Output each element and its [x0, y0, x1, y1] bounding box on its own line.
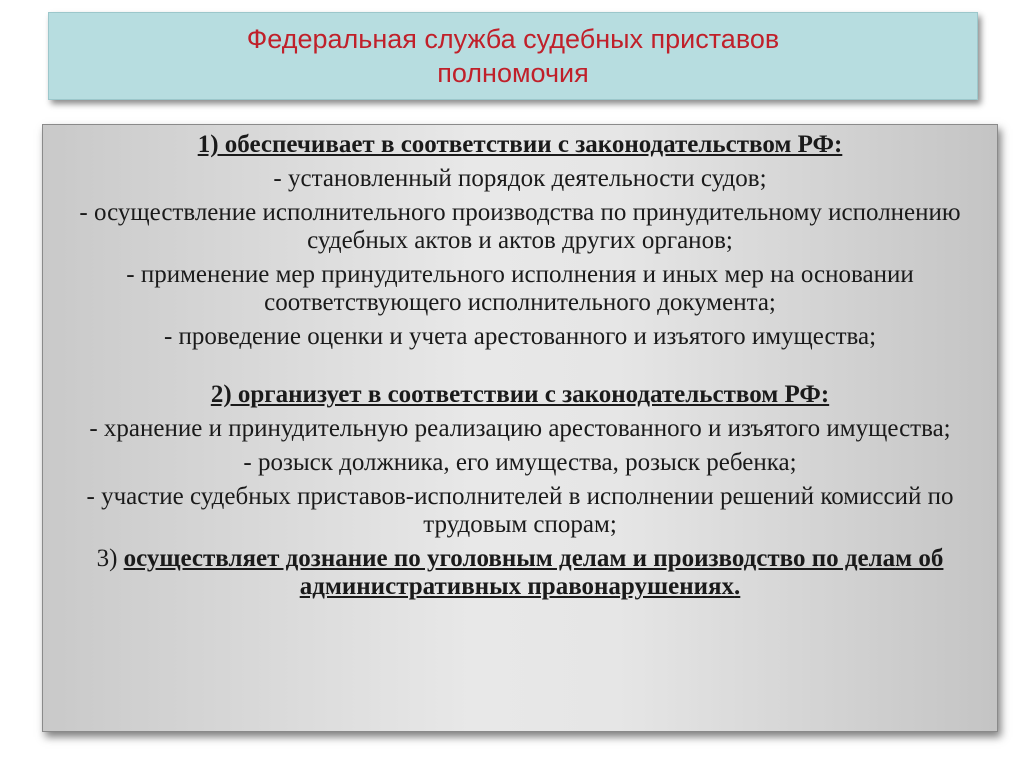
section-1-item-1: - установленный порядок деятельности судов; — [273, 165, 767, 192]
section-3-prefix: 3) — [96, 545, 124, 572]
title-banner — [48, 12, 978, 100]
title-line-2: полномочия — [437, 58, 589, 88]
section-2-heading: 2) организует в соответствии с законодательством РФ: — [210, 381, 830, 408]
section-1-item-3: - применение мер принудительного исполнения и иных мер на основании соответствующего исполнительного документа; — [126, 261, 914, 316]
section-2-item-1: - хранение и принудительную реализацию арестованного и изъятого имущества; — [89, 415, 951, 442]
section-3-text: осуществляет дознание по уголовным делам и производство по делам об административных правонарушениях — [123, 545, 944, 600]
section-1-heading: 1) обеспечивает в соответствии с законодательством РФ: — [197, 131, 843, 158]
section-3-suffix: . — [734, 573, 741, 600]
section-3 — [67, 545, 973, 601]
section-1-item-2: - осуществление исполнительного производства по принудительному исполнению судебных актов и актов других органов; — [79, 199, 961, 254]
section-gap — [67, 357, 973, 381]
section-2-item-2: - розыск должника, его имущества, розыск ребенка; — [243, 449, 797, 476]
title-line-1: Федеральная служба судебных приставов — [246, 24, 780, 54]
section-1-item-4: - проведение оценки и учета арестованного и изъятого имущества; — [163, 323, 877, 350]
content-panel — [42, 124, 998, 732]
section-2-item-3: - участие судебных приставов-исполнителей в исполнении решений комиссий по трудовым спорам; — [86, 483, 954, 538]
